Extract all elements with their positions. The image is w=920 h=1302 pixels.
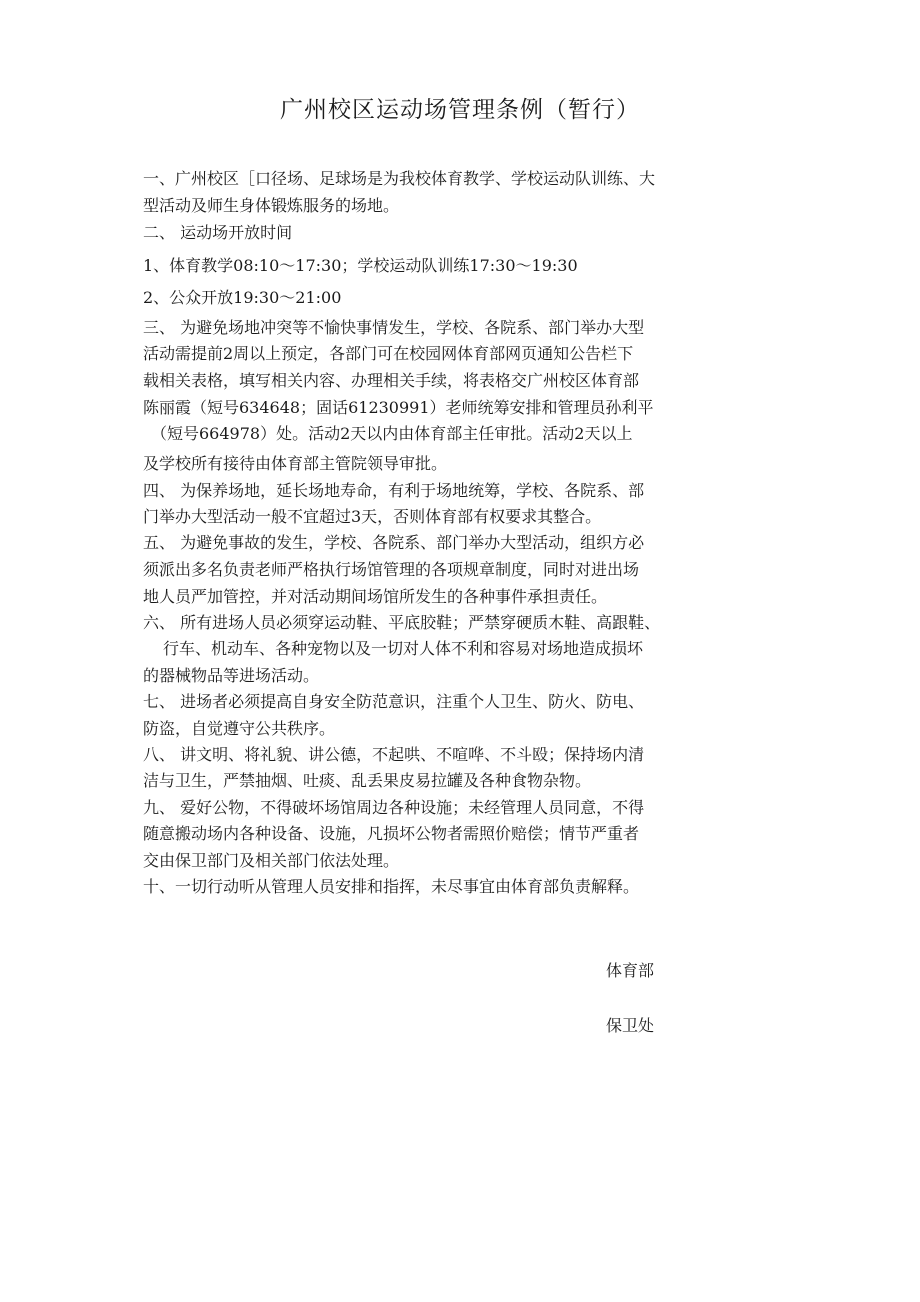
body-line: 门举办大型活动一般不宜超过3天，否则体育部有权要求其整合。 <box>143 507 602 526</box>
body-line: 行车、机动车、各种宠物以及一切对人体不利和容易对场地造成损坏 <box>163 639 644 658</box>
body-line: 型活动及师生身体锻炼服务的场地。 <box>143 196 400 215</box>
body-line: 八、 讲文明、将礼貌、讲公德，不起哄、不喧哗、不斗殴；保持场内清 <box>143 745 645 764</box>
body-line: 七、 进场者必须提高自身安全防范意识，注重个人卫生、防火、防电、 <box>143 692 645 711</box>
body-line: 六、 所有进场人员必须穿运动鞋、平底胶鞋；严禁穿硬质木鞋、高跟鞋、 <box>143 613 661 632</box>
body-line: 交由保卫部门及相关部门依法处理。 <box>143 851 400 870</box>
body-line: 防盗，自觉遵守公共秩序。 <box>143 719 336 738</box>
body-line: 活动需提前2周以上预定，各部门可在校园网体育部网页通知公告栏下 <box>143 344 634 363</box>
body-line: 1、体育教学08:10〜17:30；学校运动队训练17:30〜19:30 <box>143 256 578 275</box>
body-line: 随意搬动场内各种设备、设施，凡损坏公物者需照价赔偿；情节严重者 <box>143 824 640 843</box>
body-line: 陈丽霞（短号634648；固话61230991）老师统筹安排和管理员孙利平 <box>143 398 654 417</box>
body-line: 九、 爱好公物，不得破坏场馆周边各种设施；未经管理人员同意，不得 <box>143 798 645 817</box>
body-line: 的器械物品等进场活动。 <box>143 666 320 685</box>
body-line: 洁与卫生，严禁抽烟、吐痰、乱丢果皮易拉罐及各种食物杂物。 <box>143 771 592 790</box>
body-line: 须派出多名负责老师严格执行场馆管理的各项规章制度，同时对进出场 <box>143 560 640 579</box>
document-title: 广州校区运动场管理条例（暂行） <box>280 97 640 123</box>
body-line: 五、 为避免事故的发生，学校、各院系、部门举办大型活动，组织方必 <box>143 533 645 552</box>
signature-sports-dept: 体育部 <box>606 961 655 980</box>
body-line: 十、一切行动听从管理人员安排和指挥，未尽事宜由体育部负责解释。 <box>143 877 640 896</box>
body-line: （短号664978）处。活动2天以内由体育部主任审批。活动2天以上 <box>151 424 633 443</box>
signature-security-office: 保卫处 <box>606 1016 655 1035</box>
body-line: 2、公众开放19:30〜21:00 <box>143 288 342 307</box>
body-line: 二、 运动场开放时间 <box>143 223 293 242</box>
body-line: 载相关表格，填写相关内容、办理相关手续，将表格交广州校区体育部 <box>143 371 640 390</box>
body-line: 三、 为避免场地冲突等不愉快事情发生，学校、各院系、部门举办大型 <box>143 318 645 337</box>
body-line: 及学校所有接待由体育部主管院领导审批。 <box>143 454 448 473</box>
body-line: 一、广州校区［口径场、足球场是为我校体育教学、学校运动队训练、大 <box>143 169 656 188</box>
body-line: 四、 为保养场地，延长场地寿命，有利于场地统筹，学校、各院系、部 <box>143 481 645 500</box>
body-line: 地人员严加管控，并对活动期间场馆所发生的各种事件承担责任。 <box>143 587 608 606</box>
